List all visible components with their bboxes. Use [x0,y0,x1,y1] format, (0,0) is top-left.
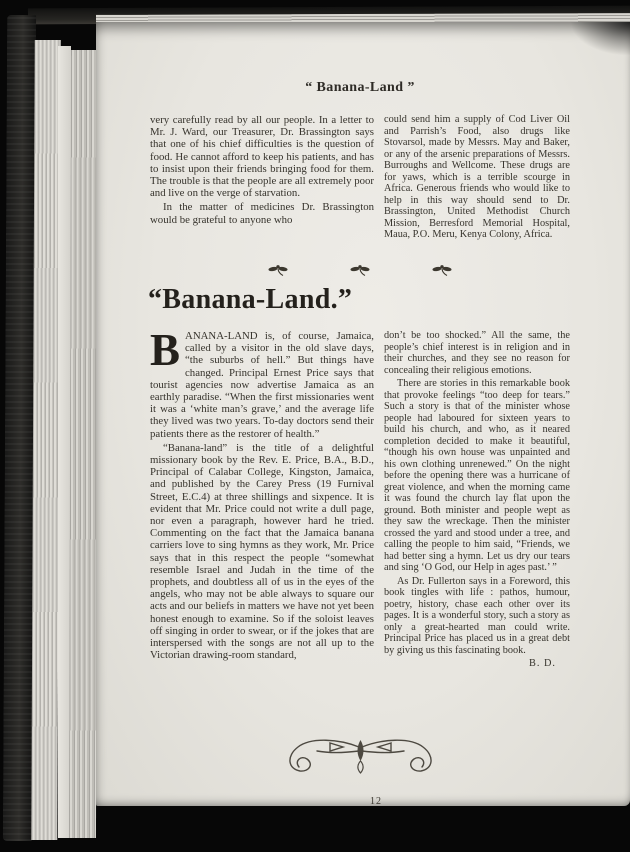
drop-cap: B [150,325,181,375]
section-divider [150,264,570,282]
page-edge-stack [69,50,98,838]
paragraph: As Dr. Fullerton says in a Foreword, this book tingles with life : pathos, humour, poetry, history, chase each other over its pages. It is a wonderful story, such a story as only a great-hearted man could write. Principal Price has placed us in a great debt by giving us this fascinating book. [384,575,570,656]
paragraph: In the matter of medicines Dr. Brassington would be grateful to anyone who [150,201,374,226]
paragraph-text: ANANA-LAND is, of course, Jamaica, called by a visitor in the old slave days, “the suburbs of hell.” But things have changed. Principal Ernest Price says that tourist agencies now advertise Jamaica as an earthly paradise. “When the first missionaries went it was a ‘white man’s grave,’ and the average life they lived was two years. To-day doctors send their patients there as the restorer of health.” [150,330,374,440]
opening-paragraph [150,325,374,440]
fleuron-icon [268,264,288,282]
paragraph: “Banana-land” is the title of a delightful missionary book by the Rev. E. Price, B.A., B.D., Principal of Calabar College, Kingston, Jamaica, and published by the Carey Press (19 Furnival Street, E.C.4) at three shillings and sixpence. It is evident that Mr. Price could not write a dull page, nor even a paragraph, however hard he tried. Commenting on the fact that the Jamaica banana carriers love to sing hymns as they work, Mr. Price says that in this respect the people “somewhat resemble Israel and Judah in the time of the prophets, and doubtless all of us in the eyes of the angels, who may not be able always to square our acts and our beliefs in matters we have not yet been honest enough to examine. So if the soloist leaves off singing in order to swear, or if the jokes that are interspersed with the songs are not all up to the Victorian drawing-room standard, [150,441,374,662]
footer-ornament [150,736,570,783]
fleuron-icon [432,264,452,282]
paragraph: could send him a supply of Cod Liver Oil and Parrish’s Food, also drugs like Stovarsol, made by Messrs. May and Baker, or any of the arsenic preparations of Messrs. Burroughs and Wellcome. These drugs are for yaws, which is a terrible scourge in Africa. Generous friends who would like to help in this way should send to Dr. Brassington, United Methodist Church Mission, Berresford Memorial Hospital, Maua, P.O. Meru, Kenya Colony, Africa. [384,114,570,240]
running-head: “ Banana-Land ” [305,80,415,95]
page-corner-shadow [570,22,630,56]
top-left-column [150,114,374,226]
fleuron-icon [350,264,370,282]
article-right-column [384,330,570,670]
page-edge-stack [31,40,60,840]
scroll-flourish-icon [273,765,448,782]
page-number: 12 [370,796,382,807]
paragraph: very carefully read by all our people. In a letter to Mr. J. Ward, our Treasurer, Dr. Brassington says that one of his chief difficulties is the question of food. He cannot afford to keep his patients, and has to insist upon their friends bringing food for them. The trouble is that the people are all extremely poor and live on the verge of starvation. [150,114,374,200]
top-right-column [384,114,570,241]
book-page [96,22,630,806]
author-initials: B. D. [528,658,556,669]
article-title: “Banana-Land.” [148,284,353,315]
paragraph: don’t be too shocked.” All the same, the people’s chief interest is in religion and in their churches, and they see no reason for concealing their religious emotions. [384,330,570,376]
paragraph: There are stories in this remarkable book that provoke feelings “too deep for tears.” Such a story is that of the minister whose people had laboured for sixteen years to build his church, and who, as it neared completion decided to make it beautiful, “though his own house was unpainted and his own clothing unrenewed.” On the night before the opening there was a hurricane of great violence, and when the morning came it was found the church lay flat upon the ground. Both minister and people wept as they saw the wreckage. Then the minister crossed the yard and stood under a tree, and calling the people to him said, “Friends, we had better sing a hymn. Let us dry our tears and sing ‘O God, our Help in ages past.’ ” [384,378,570,573]
article-left-column [150,325,374,662]
